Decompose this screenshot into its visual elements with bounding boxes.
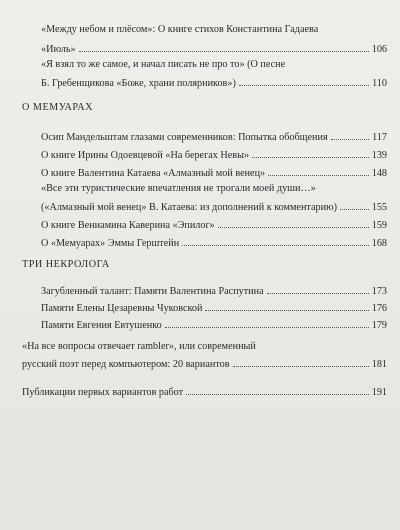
toc-entry-kataev: О книге Валентина Катаева «Алмазный мой венец» 148 bbox=[41, 168, 387, 179]
toc-entry-tourist-line1: «Все эти туристические впечатления не трогали моей души…» bbox=[41, 183, 316, 194]
toc-entry-publications: Публикации первых вариантов работ 191 bbox=[22, 387, 387, 398]
toc-entry-gadaev-line2: «Июль» 106 bbox=[41, 44, 387, 55]
toc-entry-tourist-line2: («Алмазный мой венец» В. Катаева: из дополнений к комментарию) 155 bbox=[41, 202, 387, 213]
toc-entry-mandelstam: Осип Мандельштам глазами современников: Попытка обобщения 117 bbox=[41, 132, 387, 143]
toc-entry-chukovskaya: Памяти Елены Цезаревны Чуковской 176 bbox=[41, 303, 387, 314]
toc-entry-rasputin: Загубленный талант: Памяти Валентина Распутина 173 bbox=[41, 286, 387, 297]
section-title-memoirs: О МЕМУАРАХ bbox=[22, 102, 93, 113]
toc-entry-grebenshchikov-line2: Б. Гребенщикова «Боже, храни полярников») 110 bbox=[41, 78, 387, 89]
toc-entry-gerstein: О «Мемуарах» Эммы Герштейн 168 bbox=[41, 238, 387, 249]
toc-entry-odoevtseva: О книге Ирины Одоевцевой «На берегах Невы» 139 bbox=[41, 150, 387, 161]
toc-entry-yevtushenko: Памяти Евгения Евтушенко 179 bbox=[41, 320, 387, 331]
toc-entry-grebenshchikov-line1: «Я взял то же самое, и начал писать не про то» (О песне bbox=[41, 59, 286, 70]
toc-entry-rambler-line1: «На все вопросы отвечает rambler», или современный bbox=[22, 341, 256, 352]
toc-entry-gadaev-line1: «Между небом и плёсом»: О книге стихов Константина Гадаева bbox=[41, 24, 319, 35]
toc-entry-kaverin: О книге Вениамина Каверина «Эпилог» 159 bbox=[41, 220, 387, 231]
toc-entry-rambler-line2: русский поэт перед компьютером: 20 вариантов 181 bbox=[22, 359, 387, 370]
section-title-necrologies: ТРИ НЕКРОЛОГА bbox=[22, 259, 110, 270]
